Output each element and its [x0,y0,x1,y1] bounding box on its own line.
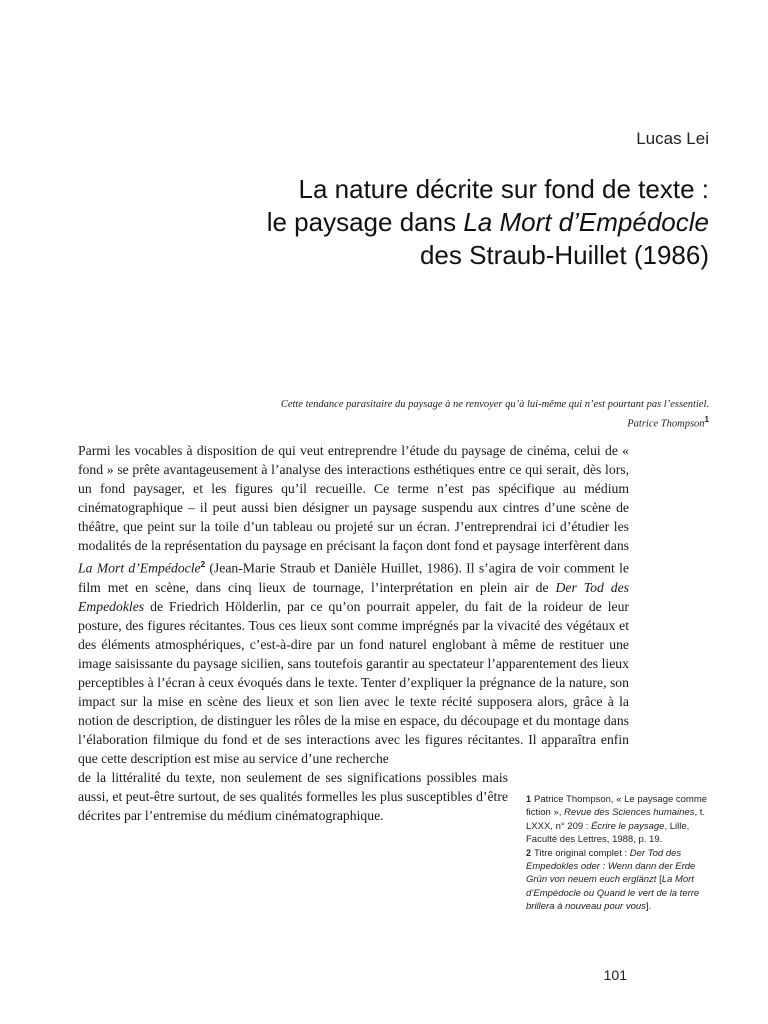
title-line-2-prefix: le paysage dans [266,207,464,237]
title-line-2 [149,206,709,239]
epigraph [149,397,709,432]
footnote-ref-1[interactable]: 1 [704,415,709,424]
footnote-1-italic-b: Écrire le paysage [591,820,665,832]
footnote-ref-2[interactable]: 2 [200,560,206,569]
author-name: Lucas Lei [636,129,709,148]
footnote-2-italic-a: Der Tod des Empedokles oder : Wenn dann der Erde Grün von neuem euch erglänzt [526,847,696,886]
title-film-name: La Mort d’Empédocle [463,207,709,237]
epigraph-attribution: Patrice Thompson [627,418,705,430]
footnotes [526,793,712,914]
footnote-1-text-a: Patrice Thompson, « Le paysage comme fiction », [526,794,708,819]
title-line-1: La nature décrite sur fond de texte : [298,174,709,204]
body-paragraph [78,441,629,825]
body-text-3: de Friedrich Hölderlin, par ce qu’on pourrait appeler, du fait de la roideur de leur posture, des figures récitantes. Tous ces lieux sont comme imprégnés par la vivacité des végétaux et des éléments atmosphériques, c’est-à-dire par un fond naturel englobant à même de restituer une image saisissante du paysage sicilien, sans toutefois garantir au spectateur l’apparentement des lieux perceptibles à l’écran à ceux évoqués dans le texte. Tenter d’expliquer la prégnance de la nature, son impact sur la mise en scène des lieux et son lien avec le texte récité supposera alors, grâce à la notion de description, de distinguer les rôles de la mise en espace, du découpage et du montage dans l’élaboration filmique du fond et de ses interactions avec les figures récitantes. Il apparaîtra enfin que cette description est mise au service d’une recherche [78,598,629,766]
page-number: 101 [603,967,627,983]
footnote-2 [526,847,712,914]
body-text-2: (Jean-Marie Straub et Danièle Huillet, 1986). Il s’agira de voir comment le film met en scène, dans cinq lieux de tournage, l’interprétation en plein air de [78,560,629,595]
body-film-title: La Mort d’Empédocle [78,560,201,576]
footnote-2-number: 2 [526,847,532,858]
footnote-2-italic-b: La Mort d’Empédocle ou Quand le vert de la terre brillera à nouveau pour vous [526,874,700,913]
footnote-1-text-c: , Lille, Faculté des Lettres, 1988, p. 19. [526,820,690,846]
footnote-1-italic-a: Revue des Sciences humaines [564,807,695,819]
body-narrow: de la littéralité du texte, non seulement de ses significations possibles mais aussi, et peut-être surtout, de ses qualités formelles les plus susceptibles d’être décrites par l’entremise du médium cinématographique. [78,769,508,823]
footnote-2-text-a: Titre original complet : [534,847,630,859]
epigraph-attribution-line [149,412,709,432]
footnote-2-text-c: ]. [645,901,652,913]
body-text-1: Parmi les vocables à disposition de qui veut entreprendre l’étude du paysage de cinéma, celui de « fond » se prête avantageusement à l’analyse des interactions esthétiques entre ce qui serait, dès lors, un fond paysager, et les figures qu’il recueille. Ce terme n’est pas spécifique au médium cinématographique – il peut aussi bien désigner un paysage suspendu aux cintres d’une scène de théâtre, que peint sur la toile d’un tableau ou projeté sur un écran. J’entreprendrai ici d’étudier les modalités de la représentation du paysage en précisant la façon dont fond et paysage interfèrent dans [78,443,629,553]
article-title [149,173,709,272]
epigraph-quote: Cette tendance parasitaire du paysage à ne renvoyer qu’à lui-même qui n’est pourtant pas l’essentiel. [280,399,709,410]
footnote-1-text-b: , t. LXXX, n° 209 : [526,807,706,832]
footnote-1 [526,793,712,847]
footnote-2-text-b: [ [656,874,662,886]
title-line-3: des Straub-Huillet (1986) [419,240,709,270]
body-main [78,441,629,768]
body-play-title: Der Tod des Empedokles [78,579,629,614]
footnote-1-number: 1 [526,794,532,804]
